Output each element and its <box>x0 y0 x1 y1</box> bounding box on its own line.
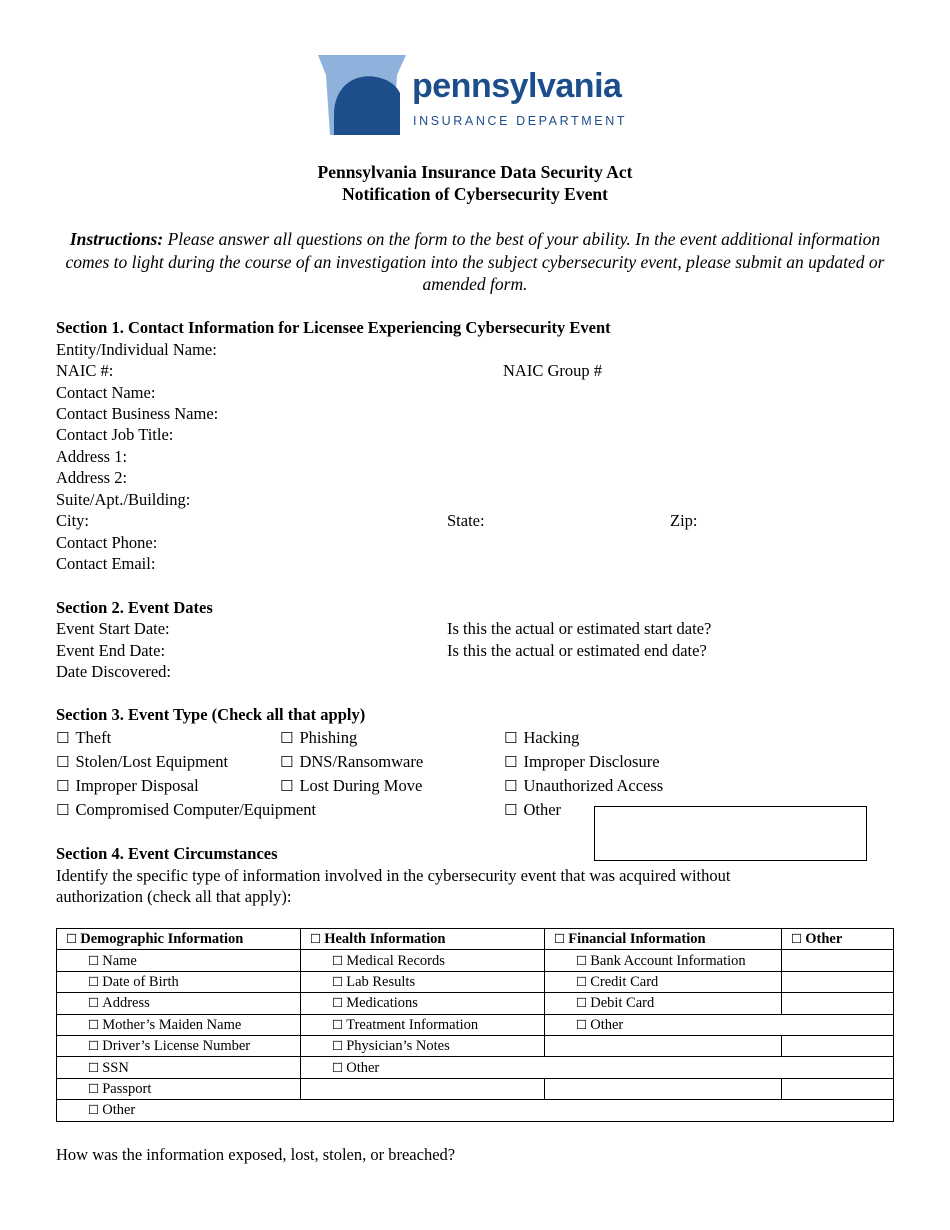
checkbox-icon: ☐ <box>332 1016 344 1032</box>
checkbox-icon: ☐ <box>88 952 100 968</box>
cell-label: Debit Card <box>590 995 655 1012</box>
cell-label: Treatment Information <box>346 1016 479 1033</box>
demographic-ssn[interactable] <box>57 1057 301 1078</box>
checkbox-icon: ☐ <box>791 931 803 947</box>
event-start-label: Event Start Date: <box>56 619 170 638</box>
header-label: Demographic Information <box>80 931 244 948</box>
table-row <box>57 1100 894 1121</box>
checkbox-label: Hacking <box>523 728 580 747</box>
checkbox-icon: ☐ <box>504 777 518 795</box>
table-row <box>57 1014 894 1035</box>
checkbox-label: Theft <box>75 728 112 747</box>
instructions-text: Please answer all questions on the form to the best of your ability. In the event additional information comes to light during the course of an investigation into the subject cybersecurity event, please submit an updated or amended form. <box>65 229 885 294</box>
empty-cell <box>301 1078 545 1099</box>
cell-label: Other <box>346 1059 380 1076</box>
demographic-passport[interactable] <box>57 1078 301 1099</box>
checkbox-icon: ☐ <box>66 931 78 947</box>
cell-label: Other <box>590 1016 624 1033</box>
logo-wordmark: pennsylvania <box>412 67 622 105</box>
checkbox-icon: ☐ <box>56 753 70 771</box>
section4-description-line1: Identify the specific type of information involved in the cybersecurity event that was acquired without <box>56 866 731 885</box>
cell-label: Passport <box>102 1080 152 1097</box>
table-row <box>57 1035 894 1056</box>
demographic-other[interactable] <box>57 1100 894 1121</box>
other-cell[interactable] <box>782 993 894 1014</box>
cell-label: Other <box>102 1102 136 1119</box>
checkbox-phishing[interactable] <box>280 727 357 749</box>
page-title-line1: Pennsylvania Insurance Data Security Act <box>317 162 633 182</box>
date-discovered-label: Date Discovered: <box>56 662 171 681</box>
checkbox-label: Phishing <box>299 728 358 747</box>
contact-name-label: Contact Name: <box>56 383 156 402</box>
checkbox-lost-during-move[interactable] <box>280 775 422 797</box>
other-cell[interactable] <box>782 971 894 992</box>
checkbox-icon: ☐ <box>88 1016 100 1032</box>
cell-label: Address <box>102 995 150 1012</box>
contact-email-label: Contact Email: <box>56 554 156 573</box>
health-medical-records[interactable] <box>301 950 545 971</box>
start-date-question: Is this the actual or estimated start date? <box>447 619 712 638</box>
empty-cell <box>545 1035 782 1056</box>
other-cell[interactable] <box>782 1035 894 1056</box>
checkbox-icon: ☐ <box>310 931 322 947</box>
checkbox-icon: ☐ <box>280 729 294 747</box>
header-label: Financial Information <box>568 931 706 948</box>
checkbox-improper-disposal[interactable] <box>56 775 199 797</box>
empty-cell <box>545 1078 782 1099</box>
address1-label: Address 1: <box>56 447 128 466</box>
checkbox-icon: ☐ <box>56 729 70 747</box>
health-treatment[interactable] <box>301 1014 545 1035</box>
page-title-line2: Notification of Cybersecurity Event <box>342 184 608 204</box>
checkbox-dns-ransomware[interactable] <box>280 751 423 773</box>
checkbox-icon: ☐ <box>280 777 294 795</box>
checkbox-label: Unauthorized Access <box>523 776 664 795</box>
demographic-maiden-name[interactable] <box>57 1014 301 1035</box>
checkbox-icon: ☐ <box>504 801 518 819</box>
header-demographic[interactable] <box>57 929 301 950</box>
section4-description-line2: authorization (check all that apply): <box>56 887 292 906</box>
table-header-row <box>57 929 894 950</box>
state-label: State: <box>447 511 485 530</box>
checkbox-icon: ☐ <box>280 753 294 771</box>
cell-label: Credit Card <box>590 973 659 990</box>
other-cell[interactable] <box>782 950 894 971</box>
logo-subtitle: INSURANCE DEPARTMENT <box>413 114 628 128</box>
financial-other[interactable] <box>545 1014 894 1035</box>
checkbox-icon: ☐ <box>88 1080 100 1096</box>
checkbox-icon: ☐ <box>576 1016 588 1032</box>
header-label: Health Information <box>324 931 446 948</box>
naic-group-label: NAIC Group # <box>503 361 602 380</box>
checkbox-icon: ☐ <box>576 952 588 968</box>
demographic-name[interactable] <box>57 950 301 971</box>
checkbox-icon: ☐ <box>576 973 588 989</box>
checkbox-theft[interactable] <box>56 727 111 749</box>
checkbox-compromised-computer[interactable] <box>56 799 316 821</box>
demographic-address[interactable] <box>57 993 301 1014</box>
checkbox-label: Other <box>523 800 562 819</box>
health-lab-results[interactable] <box>301 971 545 992</box>
checkbox-icon: ☐ <box>56 801 70 819</box>
suite-label: Suite/Apt./Building: <box>56 490 191 509</box>
other-cell[interactable] <box>782 1078 894 1099</box>
health-physician-notes[interactable] <box>301 1035 545 1056</box>
checkbox-unauthorized-access[interactable] <box>504 775 663 797</box>
table-row <box>57 971 894 992</box>
cell-label: Physician’s Notes <box>346 1038 450 1055</box>
checkbox-label: Stolen/Lost Equipment <box>75 752 229 771</box>
checkbox-label: Improper Disclosure <box>523 752 660 771</box>
other-event-type-field[interactable] <box>594 806 867 861</box>
checkbox-label: Lost During Move <box>299 776 423 795</box>
checkbox-label: Compromised Computer/Equipment <box>75 800 317 819</box>
city-label: City: <box>56 511 90 530</box>
header-financial[interactable] <box>545 929 782 950</box>
table-row <box>57 1078 894 1099</box>
checkbox-icon: ☐ <box>88 1102 100 1118</box>
checkbox-icon: ☐ <box>332 1059 344 1075</box>
checkbox-icon: ☐ <box>332 973 344 989</box>
checkbox-icon: ☐ <box>504 753 518 771</box>
checkbox-icon: ☐ <box>88 973 100 989</box>
zip-label: Zip: <box>670 511 698 530</box>
end-date-question: Is this the actual or estimated end date? <box>447 641 707 660</box>
checkbox-label: Improper Disposal <box>75 776 199 795</box>
checkbox-icon: ☐ <box>332 995 344 1011</box>
financial-bank-account[interactable] <box>545 950 782 971</box>
checkbox-icon: ☐ <box>504 729 518 747</box>
demographic-dob[interactable] <box>57 971 301 992</box>
financial-debit-card[interactable] <box>545 993 782 1014</box>
contact-business-name-label: Contact Business Name: <box>56 404 219 423</box>
checkbox-icon: ☐ <box>332 1038 344 1054</box>
section3-heading: Section 3. Event Type (Check all that apply) <box>56 705 366 724</box>
naic-label: NAIC #: <box>56 361 114 380</box>
checkbox-icon: ☐ <box>88 1059 100 1075</box>
health-other[interactable] <box>301 1057 894 1078</box>
table-row <box>57 993 894 1014</box>
checkbox-icon: ☐ <box>56 777 70 795</box>
demographic-drivers-license[interactable] <box>57 1035 301 1056</box>
entity-name-label: Entity/Individual Name: <box>56 340 217 359</box>
cell-label: Medical Records <box>346 952 445 969</box>
contact-job-title-label: Contact Job Title: <box>56 425 174 444</box>
checkbox-icon: ☐ <box>554 931 566 947</box>
cell-label: Driver’s License Number <box>102 1038 251 1055</box>
cell-label: SSN <box>102 1059 129 1076</box>
cell-label: Mother’s Maiden Name <box>102 1016 242 1033</box>
financial-credit-card[interactable] <box>545 971 782 992</box>
section4-heading: Section 4. Event Circumstances <box>56 844 278 863</box>
checkbox-label: DNS/Ransomware <box>299 752 424 771</box>
instructions-lead: Instructions: <box>69 229 164 249</box>
exposure-question: How was the information exposed, lost, stolen, or breached? <box>56 1145 456 1164</box>
contact-phone-label: Contact Phone: <box>56 533 158 552</box>
instructions <box>60 228 890 296</box>
checkbox-stolen-lost-equipment[interactable] <box>56 751 228 773</box>
address2-label: Address 2: <box>56 468 128 487</box>
checkbox-icon: ☐ <box>88 995 100 1011</box>
cell-label: Date of Birth <box>102 973 179 990</box>
header-health[interactable] <box>301 929 545 950</box>
checkbox-icon: ☐ <box>332 952 344 968</box>
event-end-label: Event End Date: <box>56 641 166 660</box>
cell-label: Name <box>102 952 137 969</box>
health-medications[interactable] <box>301 993 545 1014</box>
cell-label: Medications <box>346 995 418 1012</box>
checkbox-improper-disclosure[interactable] <box>504 751 660 773</box>
header-label: Other <box>805 931 843 948</box>
information-type-table <box>56 928 894 1122</box>
table-row <box>57 1057 894 1078</box>
header-other[interactable] <box>782 929 894 950</box>
section2-heading: Section 2. Event Dates <box>56 598 213 617</box>
checkbox-hacking[interactable] <box>504 727 579 749</box>
checkbox-other[interactable] <box>504 799 561 821</box>
section1-heading: Section 1. Contact Information for Licensee Experiencing Cybersecurity Event <box>56 318 611 337</box>
cell-label: Bank Account Information <box>590 952 746 969</box>
cell-label: Lab Results <box>346 973 416 990</box>
checkbox-icon: ☐ <box>576 995 588 1011</box>
checkbox-icon: ☐ <box>88 1038 100 1054</box>
table-row <box>57 950 894 971</box>
